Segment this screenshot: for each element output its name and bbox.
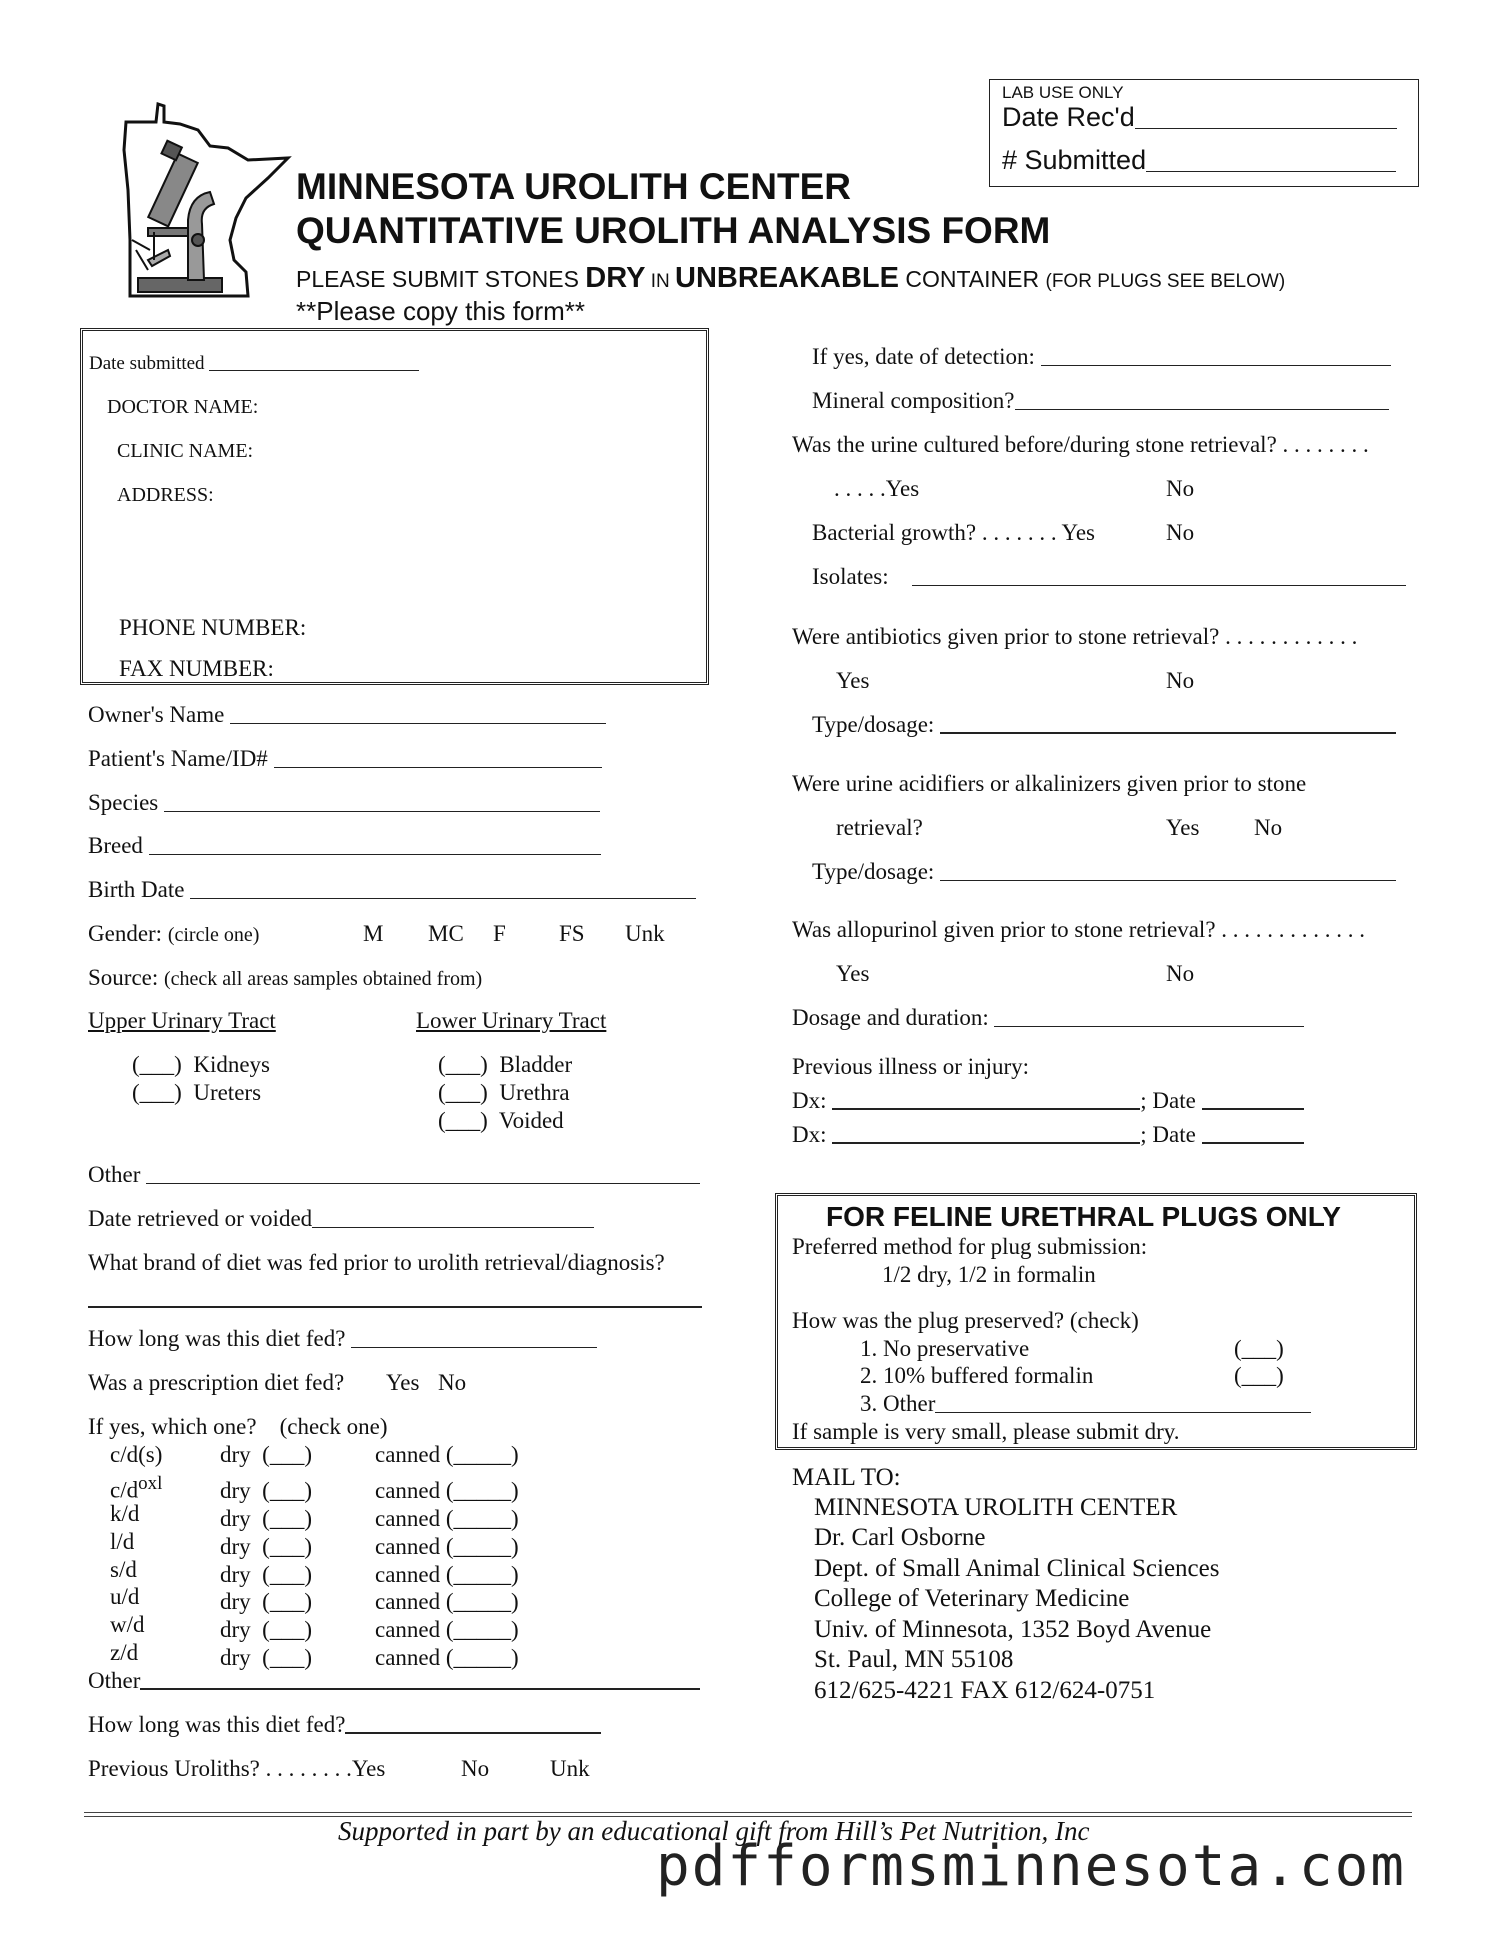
check-blank: (___) bbox=[438, 1080, 488, 1105]
mail-line-center: MINNESOTA UROLITH CENTER bbox=[814, 1494, 1178, 1521]
number-submitted-label: # Submitted bbox=[1002, 145, 1147, 175]
mail-line-college: College of Veterinary Medicine bbox=[814, 1585, 1130, 1612]
previous-uroliths-label: Previous Uroliths? . . . . . . . .Yes bbox=[88, 1756, 386, 1781]
copy-note: **Please copy this form** bbox=[296, 296, 586, 326]
dry-label: dry bbox=[220, 1442, 251, 1467]
feline-plugs-box bbox=[775, 1193, 1417, 1450]
which-diet-label bbox=[88, 1414, 388, 1440]
detection-date-label: If yes, date of detection: bbox=[812, 344, 1035, 369]
canned-check[interactable] bbox=[375, 1617, 519, 1643]
lower-urinary-heading: Lower Urinary Tract bbox=[416, 1008, 607, 1033]
canned-blank: (_____) bbox=[445, 1589, 519, 1614]
canned-blank: (_____) bbox=[445, 1562, 519, 1587]
canned-blank: (_____) bbox=[445, 1617, 519, 1642]
diagnosis-field-1[interactable] bbox=[792, 1088, 1304, 1114]
prescription-no[interactable]: No bbox=[438, 1370, 467, 1395]
mail-line-city: St. Paul, MN 55108 bbox=[814, 1646, 1014, 1673]
source-kidneys[interactable] bbox=[132, 1052, 270, 1078]
minnesota-microscope-logo bbox=[118, 100, 298, 300]
canned-check[interactable] bbox=[375, 1562, 519, 1588]
owner-name-label: Owner's Name bbox=[88, 702, 225, 727]
dx-label: Dx: bbox=[792, 1088, 827, 1113]
source-bladder[interactable] bbox=[438, 1052, 572, 1078]
dosage-duration-field[interactable] bbox=[792, 1005, 1304, 1031]
preferred-method-value: 1/2 dry, 1/2 in formalin bbox=[882, 1262, 1096, 1287]
number-submitted-field[interactable] bbox=[1002, 145, 1396, 176]
sub-text-b: IN bbox=[645, 271, 676, 292]
canned-label: canned bbox=[375, 1645, 441, 1670]
gender-option-mc[interactable]: MC bbox=[428, 921, 464, 946]
canned-blank: (_____) bbox=[445, 1506, 519, 1531]
urethra-label: Urethra bbox=[499, 1080, 570, 1105]
species-field[interactable] bbox=[88, 790, 600, 816]
bacterial-growth-no[interactable]: No bbox=[1166, 520, 1195, 545]
plug-preserved-question: How was the plug preserved? (check) bbox=[792, 1308, 1139, 1333]
dosage-duration-label: Dosage and duration: bbox=[792, 1005, 989, 1030]
check-blank: (___) bbox=[132, 1080, 182, 1105]
breed-label: Breed bbox=[88, 833, 143, 858]
canned-label: canned bbox=[375, 1589, 441, 1614]
fax-number-label: FAX NUMBER: bbox=[119, 656, 274, 681]
diet-name-sd: s/d bbox=[110, 1557, 137, 1582]
canned-blank: (_____) bbox=[445, 1478, 519, 1503]
lab-use-box bbox=[989, 79, 1419, 187]
sub-text-c: CONTAINER bbox=[898, 266, 1046, 292]
acidifiers-type-dosage-field[interactable] bbox=[812, 859, 1396, 885]
acidifiers-retrieval-label: retrieval? bbox=[836, 815, 923, 840]
date-retrieved-field[interactable] bbox=[88, 1206, 594, 1232]
previous-uroliths-unk[interactable]: Unk bbox=[550, 1756, 590, 1781]
canned-check[interactable] bbox=[375, 1589, 519, 1615]
other-preservative-field[interactable] bbox=[860, 1391, 1311, 1417]
small-sample-note: If sample is very small, please submit dry. bbox=[792, 1419, 1180, 1444]
mail-line-univ: Univ. of Minnesota, 1352 Boyd Avenue bbox=[814, 1616, 1212, 1643]
gender-note: (circle one) bbox=[167, 924, 260, 946]
phone-number-label: PHONE NUMBER: bbox=[119, 615, 307, 640]
dry-label: dry bbox=[220, 1589, 251, 1614]
antibiotics-question: Were antibiotics given prior to stone retrieval? . . . . . . . . . . . . bbox=[792, 624, 1358, 649]
date-submitted-field[interactable] bbox=[89, 353, 419, 375]
dry-check[interactable] bbox=[220, 1589, 312, 1615]
dry-blank: (___) bbox=[262, 1589, 312, 1614]
dx-label: Dx: bbox=[792, 1122, 827, 1147]
mail-to-label: MAIL TO: bbox=[792, 1464, 901, 1491]
isolates-field[interactable] bbox=[812, 564, 1406, 590]
canned-check[interactable] bbox=[375, 1442, 519, 1468]
date-received-field[interactable] bbox=[1002, 102, 1397, 133]
diet-duration-field[interactable] bbox=[88, 1326, 597, 1352]
dry-check[interactable] bbox=[220, 1617, 312, 1643]
urine-cultured-question: Was the urine cultured before/during stone retrieval? . . . . . . . . bbox=[792, 432, 1369, 457]
source-label bbox=[88, 965, 482, 991]
other-source-field[interactable] bbox=[88, 1162, 700, 1188]
dry-blank: (___) bbox=[262, 1506, 312, 1531]
mineral-composition-label: Mineral composition? bbox=[812, 388, 1015, 413]
no-preservative-check[interactable]: (___) bbox=[1234, 1336, 1284, 1361]
birth-date-field[interactable] bbox=[88, 877, 696, 903]
dry-check[interactable] bbox=[220, 1442, 312, 1468]
dry-blank: (___) bbox=[262, 1478, 312, 1503]
cd-text: c/d bbox=[110, 1477, 139, 1503]
antibiotics-yes[interactable]: Yes bbox=[836, 668, 870, 693]
clinic-info-box bbox=[80, 328, 709, 685]
gender-option-f[interactable]: F bbox=[493, 921, 506, 946]
mail-line-doctor: Dr. Carl Osborne bbox=[814, 1524, 986, 1551]
dry-check[interactable] bbox=[220, 1506, 312, 1532]
dx-date-label: ; Date bbox=[1140, 1122, 1196, 1147]
no-preservative-label: 1. No preservative bbox=[860, 1336, 1030, 1361]
species-label: Species bbox=[88, 790, 159, 815]
cultured-yes[interactable]: . . . . .Yes bbox=[834, 476, 920, 501]
canned-blank: (_____) bbox=[445, 1442, 519, 1467]
dry-label: dry bbox=[220, 1534, 251, 1559]
antibiotics-type-dosage-field[interactable] bbox=[812, 712, 1396, 738]
mail-line-phone: 612/625-4221 FAX 612/624-0751 bbox=[814, 1677, 1156, 1704]
diet-duration-label-2: How long was this diet fed? bbox=[88, 1712, 346, 1737]
prescription-yes[interactable]: Yes bbox=[386, 1370, 420, 1395]
gender-label bbox=[88, 921, 259, 947]
diet-name-ld: l/d bbox=[110, 1529, 135, 1554]
feline-plugs-title: FOR FELINE URETHRAL PLUGS ONLY bbox=[826, 1201, 1341, 1232]
ureters-label: Ureters bbox=[193, 1080, 262, 1105]
breed-field[interactable] bbox=[88, 833, 601, 859]
dry-blank: (___) bbox=[262, 1645, 312, 1670]
dry-check[interactable] bbox=[220, 1478, 312, 1504]
lab-use-title: LAB USE ONLY bbox=[1002, 83, 1124, 102]
address-label: ADDRESS: bbox=[117, 484, 214, 506]
source-note: (check all areas samples obtained from) bbox=[164, 968, 483, 990]
diet-name-cd-oxl bbox=[110, 1473, 162, 1504]
sub-text-unbreakable: UNBREAKABLE bbox=[675, 262, 899, 294]
canned-label: canned bbox=[375, 1562, 441, 1587]
owner-name-field[interactable] bbox=[88, 702, 606, 728]
submission-instructions bbox=[296, 262, 1285, 295]
prescription-diet-question bbox=[88, 1370, 344, 1396]
diet-name-wd: w/d bbox=[110, 1612, 145, 1637]
diet-duration-label: How long was this diet fed? bbox=[88, 1326, 346, 1351]
formalin-label: 2. 10% buffered formalin bbox=[860, 1363, 1094, 1388]
birth-date-label: Birth Date bbox=[88, 877, 185, 902]
type-dosage-label: Type/dosage: bbox=[812, 859, 935, 884]
preferred-method-label: Preferred method for plug submission: bbox=[792, 1234, 1148, 1259]
sub-text-a: PLEASE SUBMIT STONES bbox=[296, 266, 586, 292]
dry-label: dry bbox=[220, 1617, 251, 1642]
dry-label: dry bbox=[220, 1506, 251, 1531]
dry-blank: (___) bbox=[262, 1617, 312, 1642]
clinic-name-label: CLINIC NAME: bbox=[117, 440, 254, 462]
allopurinol-no[interactable]: No bbox=[1166, 961, 1195, 986]
antibiotics-no[interactable]: No bbox=[1166, 668, 1195, 693]
form-title: QUANTITATIVE UROLITH ANALYSIS FORM bbox=[296, 210, 1051, 251]
check-blank: (___) bbox=[438, 1108, 488, 1133]
doctor-name-label: DOCTOR NAME: bbox=[107, 396, 259, 418]
bladder-label: Bladder bbox=[499, 1052, 573, 1077]
patient-name-label: Patient's Name/ID# bbox=[88, 746, 268, 771]
canned-label: canned bbox=[375, 1617, 441, 1642]
source-text: Source: bbox=[88, 965, 159, 990]
allopurinol-yes[interactable]: Yes bbox=[836, 961, 870, 986]
previous-illness-label: Previous illness or injury: bbox=[792, 1054, 1030, 1079]
canned-label: canned bbox=[375, 1478, 441, 1503]
watermark: pdfformsminnesota.com bbox=[656, 1834, 1407, 1899]
gender-option-unk[interactable]: Unk bbox=[625, 921, 665, 946]
canned-check[interactable] bbox=[375, 1534, 519, 1560]
cultured-no[interactable]: No bbox=[1166, 476, 1195, 501]
dry-label: dry bbox=[220, 1478, 251, 1503]
dry-blank: (___) bbox=[262, 1442, 312, 1467]
other-label: Other bbox=[88, 1162, 141, 1187]
dry-label: dry bbox=[220, 1562, 251, 1587]
type-dosage-label: Type/dosage: bbox=[812, 712, 935, 737]
diet-name-zd: z/d bbox=[110, 1640, 139, 1665]
check-blank: (___) bbox=[132, 1052, 182, 1077]
dry-check[interactable] bbox=[220, 1534, 312, 1560]
bacterial-growth-yes[interactable]: Bacterial growth? . . . . . . . Yes bbox=[812, 520, 1095, 545]
mineral-composition-field[interactable] bbox=[812, 388, 1389, 414]
dry-blank: (___) bbox=[262, 1562, 312, 1587]
source-urethra[interactable] bbox=[438, 1080, 570, 1106]
source-voided[interactable] bbox=[438, 1108, 564, 1134]
gender-text: Gender: bbox=[88, 921, 163, 946]
other-preservative-label: 3. Other bbox=[860, 1391, 936, 1416]
allopurinol-question: Was allopurinol given prior to stone retrieval? . . . . . . . . . . . . . bbox=[792, 917, 1366, 942]
mail-line-dept: Dept. of Small Animal Clinical Sciences bbox=[814, 1555, 1220, 1582]
sub-text-d: (FOR PLUGS SEE BELOW) bbox=[1045, 271, 1286, 292]
canned-label: canned bbox=[375, 1442, 441, 1467]
other-diet-label: Other bbox=[88, 1668, 141, 1693]
oxl-superscript: oxl bbox=[138, 1473, 163, 1494]
support-note: Supported in part by an educational gift from Hill’s Pet Nutrition, Inc bbox=[338, 1816, 1090, 1846]
canned-check[interactable] bbox=[375, 1478, 519, 1504]
which-text: If yes, which one? bbox=[88, 1414, 257, 1439]
prescription-diet-label: Was a prescription diet fed? bbox=[88, 1370, 345, 1395]
date-retrieved-label: Date retrieved or voided bbox=[88, 1206, 313, 1231]
diet-name-kd: k/d bbox=[110, 1501, 140, 1526]
acidifiers-no[interactable]: No bbox=[1254, 815, 1283, 840]
kidneys-label: Kidneys bbox=[193, 1052, 270, 1077]
dry-blank: (___) bbox=[262, 1534, 312, 1559]
canned-blank: (_____) bbox=[445, 1645, 519, 1670]
canned-blank: (_____) bbox=[445, 1534, 519, 1559]
diet-duration-field-2[interactable] bbox=[88, 1712, 601, 1738]
check-one-text: (check one) bbox=[279, 1414, 388, 1439]
date-submitted-label: Date submitted bbox=[89, 353, 205, 374]
diet-name-ud: u/d bbox=[110, 1584, 140, 1609]
dx-date-label: ; Date bbox=[1140, 1088, 1196, 1113]
gender-option-fs[interactable]: FS bbox=[559, 921, 585, 946]
formalin-check[interactable]: (___) bbox=[1234, 1363, 1284, 1388]
canned-label: canned bbox=[375, 1534, 441, 1559]
diagnosis-field-2[interactable] bbox=[792, 1122, 1304, 1148]
isolates-label: Isolates: bbox=[812, 564, 889, 589]
check-blank: (___) bbox=[438, 1052, 488, 1077]
other-diet-field[interactable] bbox=[88, 1668, 700, 1694]
diet-name-cds: c/d(s) bbox=[110, 1442, 163, 1467]
canned-check[interactable] bbox=[375, 1506, 519, 1532]
acidifiers-yes[interactable]: Yes bbox=[1166, 815, 1200, 840]
gender-option-m[interactable]: M bbox=[363, 921, 384, 946]
detection-date-field[interactable] bbox=[812, 344, 1391, 370]
acidifiers-question: Were urine acidifiers or alkalinizers given prior to stone bbox=[792, 771, 1307, 796]
dry-label: dry bbox=[220, 1645, 251, 1670]
dry-check[interactable] bbox=[220, 1562, 312, 1588]
voided-label: Voided bbox=[498, 1108, 564, 1133]
patient-name-field[interactable] bbox=[88, 746, 602, 772]
diet-brand-question: What brand of diet was fed prior to urolith retrieval/diagnosis? bbox=[88, 1250, 665, 1275]
sub-text-dry: DRY bbox=[585, 262, 646, 294]
upper-urinary-heading: Upper Urinary Tract bbox=[88, 1008, 276, 1033]
diet-brand-line[interactable] bbox=[88, 1306, 702, 1308]
source-ureters[interactable] bbox=[132, 1080, 261, 1106]
canned-label: canned bbox=[375, 1506, 441, 1531]
date-received-label: Date Rec'd bbox=[1002, 102, 1135, 132]
center-title: MINNESOTA UROLITH CENTER bbox=[296, 166, 851, 207]
previous-uroliths-no[interactable]: No bbox=[461, 1756, 490, 1781]
